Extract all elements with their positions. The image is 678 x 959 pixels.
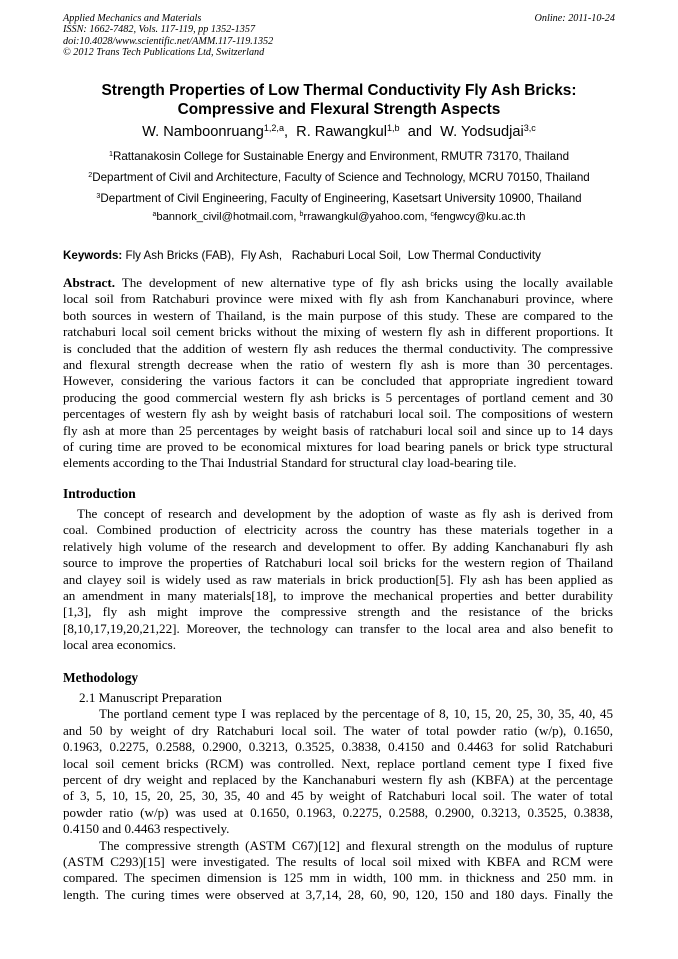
affiliation-marker: 2	[88, 170, 93, 180]
author-affiliation-marker: 1,2,a	[263, 123, 284, 134]
affiliation	[40, 171, 638, 185]
body-line: of 3, 5, 10, 15, 20, 25, 30, 35, 40 and 45 by weight of Ratchaburi local soil. The water of total	[63, 788, 613, 804]
body-line: coal. Combined production of electricity across the country has these materials together in a	[63, 522, 613, 538]
keywords-text: Fly Ash Bricks (FAB), Fly Ash, Rachaburi Local Soil, Low Thermal Conductivity	[122, 249, 541, 262]
abstract-line: fly ash at more than 25 percentages by weight basis of ratchaburi local soil and since up to 14 days	[63, 422, 613, 438]
journal-header	[63, 13, 615, 58]
body-line: compared. The specimen dimension is 125 mm in width, 100 mm. in thickness and 250 mm. in	[63, 870, 613, 886]
body-line: The compressive strength (ASTM C67)[12] and flexural strength on the modulus of rupture	[99, 837, 613, 853]
body-line: The portland cement type I was replaced by the percentage of 8, 10, 15, 20, 25, 30, 35, 40, 45	[99, 706, 613, 722]
abstract-line: However, considering the various factors it can be concluded that appropriate ingredient toward	[63, 373, 613, 389]
abstract-line	[63, 275, 613, 291]
abstract-line: elements according to the Thai Industrial Standard for structural clay load-bearing tile.	[63, 455, 517, 471]
journal-name: Applied Mechanics and Materials	[63, 13, 202, 24]
author-name: R. Rawangkul	[296, 124, 388, 140]
author-affiliation-marker: 3,c	[523, 123, 536, 134]
affiliation	[40, 150, 638, 164]
copyright-line: © 2012 Trans Tech Publications Ltd, Switzerland	[63, 46, 265, 58]
section-heading-introduction: Introduction	[63, 486, 136, 501]
body-line: (ASTM C293)[15] were investigated. The results of local soil mixed with KBFA and RCM were	[63, 853, 613, 869]
abstract-line: percentages of western fly ash by weight basis of ratchaburi local soil. The compositions of western	[63, 406, 613, 422]
affiliation-text: Department of Civil and Architecture, Faculty of Science and Technology, MCRU 70150, Thailand	[92, 171, 590, 184]
body-line: local area economics.	[63, 637, 177, 653]
abstract-line: ratchaburi local soil cement bricks without the mixing of western fly ash in different proportions. It	[63, 324, 613, 340]
body-line: The concept of research and development by the adoption of waste as fly ash is derived from	[77, 506, 613, 521]
author-emails	[40, 210, 638, 224]
methodology-body	[63, 690, 613, 903]
doi-line: doi:10.4028/www.scientific.net/AMM.117-119.1352	[63, 35, 274, 47]
subsection-heading: 2.1 Manuscript Preparation	[79, 690, 222, 705]
email-link[interactable]: rrawangkul@yahoo.com,	[303, 211, 431, 223]
body-line: and 50 by weight of dry Ratchaburi local soil. The water of total powder ratio (w/p), 0.1650,	[63, 722, 613, 738]
body-line: source to improve the properties of Ratchaburi local soil bricks for the western region of Thailand	[63, 555, 613, 571]
abstract-label: Abstract.	[63, 275, 115, 290]
paper-title	[40, 81, 638, 119]
keywords-label: Keywords:	[63, 249, 123, 262]
body-line: length. The curing times were observed at 3,7,14, 28, 60, 90, 120, 150 and 180 days. Finally the	[63, 886, 613, 902]
body-line: powder ratio (w/p) was used at 0.1650, 0.1963, 0.2275, 0.2588, 0.2900, 0.3213, 0.3525, 0.3838,	[63, 804, 613, 820]
author-name: W. Yodsudjai	[440, 124, 524, 140]
body-line: local soil cement bricks (RCM) was controlled. Next, replace portland cement type I fixed five	[63, 755, 613, 771]
title-line: Compressive and Flexural Strength Aspects	[177, 101, 501, 118]
email-marker: c	[430, 211, 434, 219]
author-affiliation-marker: 1,b	[387, 123, 400, 134]
abstract	[63, 275, 613, 472]
online-date: Online: 2011-10-24	[534, 13, 615, 24]
author-list	[40, 122, 638, 142]
section-heading-methodology: Methodology	[63, 670, 139, 685]
email-marker: b	[299, 211, 304, 219]
affiliation-marker: 1	[108, 149, 113, 159]
body-line: 0.4150 and 0.4463 respectively.	[63, 821, 230, 837]
abstract-line-text: The development of new alternative type of fly ash bricks using the locally available	[115, 275, 613, 290]
author-separator: ,	[283, 124, 297, 140]
issn-line: ISSN: 1662-7482, Vols. 117-119, pp 1352-1357	[63, 24, 256, 36]
abstract-line: local soil from Ratchaburi province were mixed with fly ash from Kanchanaburi province, where	[63, 291, 613, 307]
email-link[interactable]: fengwcy@ku.ac.th	[433, 211, 526, 223]
body-line: an amendment in many materials[18], to improve the mechanical properties and better durability	[63, 587, 613, 603]
abstract-line: of curing time are proved to be economical mixtures for load bearing panels or brick type structural	[63, 438, 613, 454]
body-line: percent of dry weight and replaced by the Kanchanaburi western fly ash (KBFA) at the percentage	[63, 771, 613, 787]
email-link[interactable]: bannork_civil@hotmail.com,	[156, 211, 300, 223]
body-line: 0.1963, 0.2275, 0.2588, 0.2900, 0.3213, 0.3525, 0.3838, 0.4150 and 0.4463 for solid Ratchaburi	[63, 739, 613, 755]
author-separator: and	[399, 124, 441, 140]
affiliation	[40, 192, 638, 206]
introduction-body	[63, 506, 613, 654]
abstract-line: is concluded that the addition of western fly ash reduces the thermal conductivity. The compressive	[63, 340, 613, 356]
body-line: relatively high volume of the research and development to offer. By adding Kanchanaburi fly ash	[63, 538, 613, 554]
body-line: and clayey soil is widely used as raw materials in brick production[5]. Fly ash has been applied as	[63, 571, 613, 587]
body-line: [8,10,17,19,20,21,22]. Moreover, the technology can transfer to the local area and also benefit to	[63, 620, 613, 636]
affiliation-marker: 3	[96, 191, 101, 201]
affiliation-text: Rattanakosin College for Sustainable Energy and Environment, RMUTR 73170, Thailand	[112, 150, 570, 163]
email-marker: a	[152, 211, 157, 219]
body-line: [1,3], fly ash might improve the compressive strength and the resistance of the bricks	[63, 604, 613, 620]
abstract-line: producing the good commercial western fly ash bricks is 5 percentages of portland cement and 30	[63, 389, 613, 405]
keywords-line	[63, 249, 623, 263]
author-name: W. Namboonruang	[142, 124, 264, 140]
title-line: Strength Properties of Low Thermal Conductivity Fly Ash Bricks:	[101, 82, 577, 99]
abstract-line: both sources in western of Thailand, is the main purpose of this study. These are compared to the	[63, 307, 613, 323]
abstract-line: and flexural strength decrease when the ratio of western fly ash is more than 30 percentages.	[63, 356, 613, 372]
affiliation-text: Department of Civil Engineering, Faculty of Engineering, Kasetsart University 10900, Thailand	[100, 192, 582, 205]
